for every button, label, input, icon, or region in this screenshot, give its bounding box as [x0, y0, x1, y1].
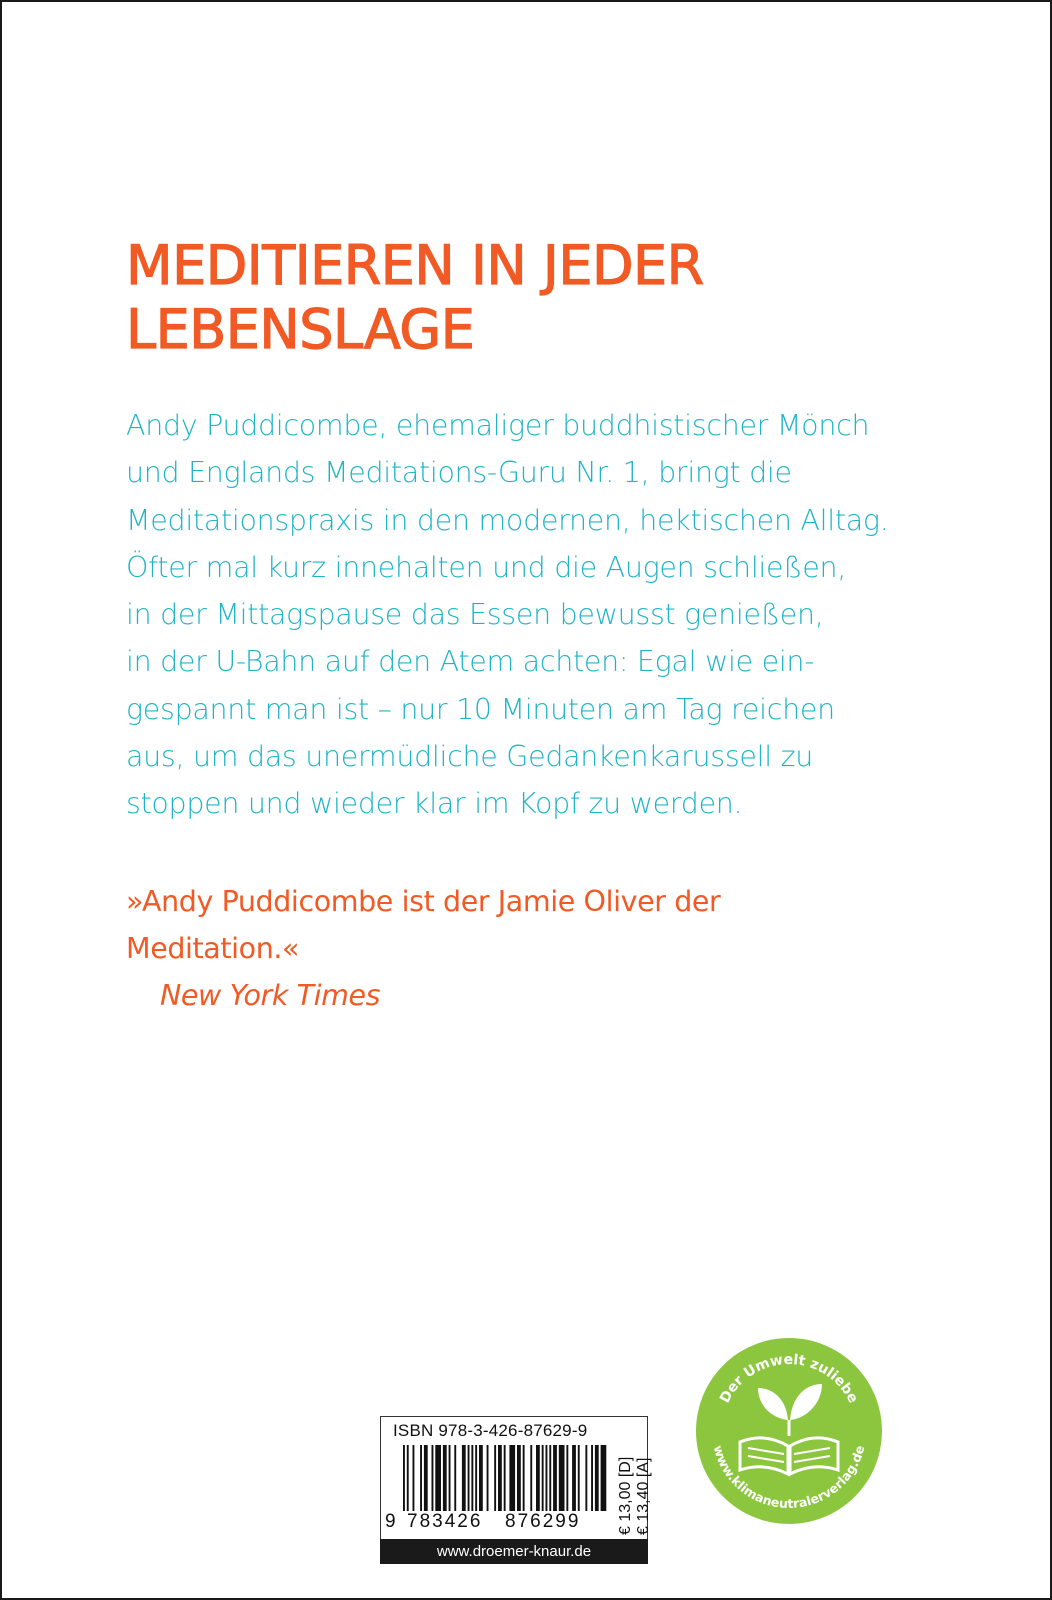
quote-source: New York Times [160, 979, 381, 1012]
quote-line-2 [126, 925, 946, 1019]
price-de: € 13,00 [D] [617, 1456, 634, 1535]
barcode-digits-right: 876299 [505, 1511, 581, 1532]
blurb-line: Öfter mal kurz innehalten und die Augen schließen, [126, 550, 847, 584]
barcode-bar [498, 1445, 502, 1511]
eco-badge [696, 1338, 882, 1524]
press-quote [126, 878, 946, 1019]
blurb-line: Meditationspraxis in den modernen, hektischen Alltag. [126, 503, 889, 537]
isbn-label: ISBN 978-3-426-87629-9 [393, 1421, 588, 1440]
barcode-bar [471, 1445, 473, 1511]
barcode-bar [449, 1445, 451, 1511]
barcode-bar [523, 1445, 525, 1511]
blurb-line: und Englands Meditations-Guru Nr. 1, bringt die [126, 456, 792, 490]
prices [617, 1439, 653, 1535]
barcode-bar [487, 1445, 489, 1511]
barcode-bar [504, 1445, 506, 1511]
barcode-bar [479, 1445, 483, 1511]
barcode-bar [591, 1445, 593, 1511]
barcode-bar [595, 1445, 599, 1511]
barcode-bar [542, 1445, 544, 1511]
barcode-icon [401, 1445, 607, 1513]
publisher-website: www.droemer-knaur.de [380, 1539, 648, 1564]
barcode-bar [435, 1445, 441, 1511]
quote-line-2-text: Meditation.« [126, 932, 300, 965]
barcode-bar [420, 1445, 422, 1511]
barcode-bar [566, 1445, 568, 1511]
price-at: € 13,40 [A] [635, 1457, 652, 1535]
barcode-bar [454, 1445, 456, 1511]
headline-line-1: MEDITIEREN IN JEDER [126, 234, 704, 297]
barcode-digit-first: 9 [385, 1511, 396, 1532]
blurb-line: gespannt man ist – nur 10 Minuten am Tag reichen [126, 692, 835, 726]
blurb-line: in der Mittagspause das Essen bewusst genießen, [126, 598, 824, 632]
barcode-bar [468, 1445, 470, 1511]
blurb-line: aus, um das unermüdliche Gedankenkarussell zu [126, 740, 814, 774]
barcode-bar [475, 1445, 477, 1511]
blurb-line: Andy Puddicombe, ehemaliger buddhistischer Mönch [126, 409, 870, 442]
barcode-bar [462, 1445, 466, 1511]
barcode-bar [432, 1445, 434, 1511]
eco-badge-top-text: Der Umwelt zuliebe [716, 1351, 862, 1406]
barcode-bar [509, 1445, 515, 1511]
barcode-bar [572, 1445, 576, 1511]
barcode-digits-left: 783426 [407, 1511, 483, 1532]
barcode-bar [517, 1445, 521, 1511]
eco-badge-bottom-text: www.klimaneutralerverlag.de [710, 1443, 868, 1512]
barcode-bar [546, 1445, 548, 1511]
barcode-bar [553, 1445, 557, 1511]
barcode-bar [403, 1445, 405, 1511]
barcode-bar [424, 1445, 428, 1511]
barcode-bar [443, 1445, 447, 1511]
barcode-bar [559, 1445, 565, 1511]
headline-line-2: LEBENSLAGE [126, 298, 475, 361]
barcode-bar [407, 1445, 409, 1511]
barcode-bar [413, 1445, 415, 1511]
barcode-bar [530, 1445, 532, 1511]
barcode-bar [494, 1445, 496, 1511]
barcode-bar [549, 1445, 551, 1511]
barcode-bar [601, 1445, 607, 1511]
blurb-text [126, 402, 946, 828]
quote-line-1: »Andy Puddicombe ist der Jamie Oliver der [126, 885, 721, 918]
blurb-line: stoppen und wieder klar im Kopf zu werden. [126, 787, 743, 821]
headline [126, 234, 926, 362]
barcode-bar [536, 1445, 540, 1511]
isbn-barcode-box [380, 1416, 652, 1564]
barcode-bar [578, 1445, 580, 1511]
barcode-bar [585, 1445, 587, 1511]
blurb-line: in der U-Bahn auf den Atem achten: Egal wie ein- [126, 645, 815, 679]
